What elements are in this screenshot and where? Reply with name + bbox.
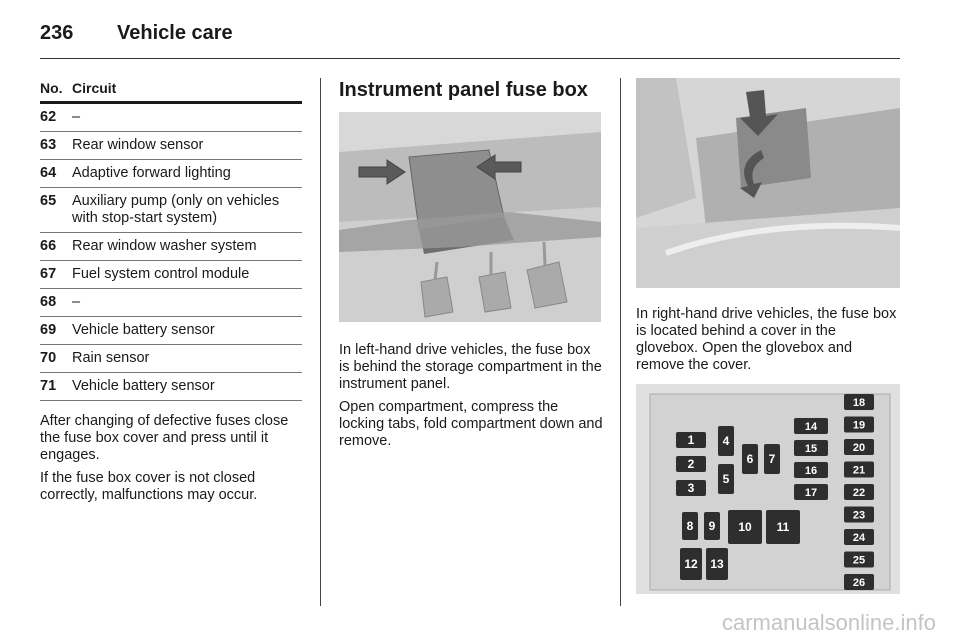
column-divider-2 bbox=[620, 78, 621, 606]
fuse-circuit: Adaptive forward lighting bbox=[72, 165, 231, 181]
fuse-slot bbox=[844, 417, 874, 433]
fuse-table-row bbox=[40, 160, 302, 188]
fuse-circuit: – bbox=[72, 109, 81, 125]
fuse-label: 15 bbox=[804, 442, 818, 455]
rhd-paragraph: In right-hand drive vehicles, the fuse box is located behind a cover in the glovebox. Open the glovebox and remove the cover. bbox=[636, 306, 897, 373]
fuse-slot bbox=[794, 418, 828, 434]
fuse-label: 3 bbox=[687, 481, 695, 496]
fuse-number: 71 bbox=[40, 378, 57, 394]
fuse-circuit: Rear window sensor bbox=[72, 137, 204, 153]
column-2 bbox=[339, 78, 603, 456]
fuse-table-row bbox=[40, 104, 302, 132]
fuse-table-row bbox=[40, 132, 302, 160]
fuse-table-row bbox=[40, 345, 302, 373]
fuse-slot bbox=[844, 529, 874, 545]
fuse-label: 19 bbox=[852, 419, 866, 432]
fuse-label: 1 bbox=[687, 433, 695, 448]
watermark: carmanualsonline.info bbox=[721, 610, 936, 635]
col1-text bbox=[40, 413, 302, 504]
fuse-slot bbox=[764, 444, 780, 474]
fuse-number: 66 bbox=[40, 238, 57, 254]
fuse-circuit: Fuel system control module bbox=[72, 266, 250, 282]
open-compartment-paragraph: Open compartment, compress the locking tabs, fold compartment down and remove. bbox=[339, 399, 603, 449]
fuse-label: 4 bbox=[722, 434, 730, 449]
fuse-circuit: Auxiliary pump (only on vehicles with stop-start system) bbox=[72, 193, 280, 226]
fuse-circuit: Rear window washer system bbox=[72, 238, 257, 254]
fuse-table-row bbox=[40, 188, 302, 233]
fuse-slot bbox=[676, 456, 706, 472]
fuse-label: 9 bbox=[708, 519, 716, 534]
fuse-label: 10 bbox=[738, 520, 752, 535]
fuse-label: 22 bbox=[852, 486, 866, 499]
fuse-slot bbox=[844, 462, 874, 478]
fuse-slot bbox=[794, 440, 828, 456]
fuse-table-row bbox=[40, 261, 302, 289]
glovebox-photo bbox=[636, 78, 900, 288]
fuse-label: 17 bbox=[804, 486, 818, 499]
page-header bbox=[40, 18, 900, 52]
fuse-slot bbox=[794, 484, 828, 500]
fuse-box-diagram bbox=[636, 384, 900, 594]
fuse-number: 65 bbox=[40, 193, 57, 209]
col-header-circuit: Circuit bbox=[72, 80, 117, 96]
fuse-slot bbox=[676, 480, 706, 496]
fuse-label: 16 bbox=[804, 464, 818, 477]
fuse-table-body bbox=[40, 104, 302, 401]
malfunction-paragraph: If the fuse box cover is not closed correctly, malfunctions may occur. bbox=[40, 470, 258, 503]
fuse-slot bbox=[742, 444, 758, 474]
column-3 bbox=[636, 78, 900, 594]
fuse-slot bbox=[844, 574, 874, 590]
fuse-number: 63 bbox=[40, 137, 57, 153]
column-divider-1 bbox=[320, 78, 321, 606]
fuse-table-row bbox=[40, 317, 302, 345]
fuse-number: 69 bbox=[40, 322, 57, 338]
fuse-slot bbox=[844, 394, 874, 410]
fuse-table-row bbox=[40, 373, 302, 401]
fuse-label: 18 bbox=[852, 396, 866, 409]
fuse-table-row bbox=[40, 233, 302, 261]
storage-compartment-photo bbox=[339, 112, 601, 322]
fuse-label: 5 bbox=[722, 472, 730, 487]
fuse-circuit: Vehicle battery sensor bbox=[72, 322, 215, 338]
fuse-label: 25 bbox=[852, 554, 866, 567]
fuse-label: 8 bbox=[686, 519, 694, 534]
fuse-label: 12 bbox=[684, 557, 698, 572]
fuse-label: 6 bbox=[746, 452, 754, 467]
fuse-slot bbox=[676, 432, 706, 448]
fuse-slot bbox=[718, 464, 734, 494]
fuse-number: 64 bbox=[40, 165, 57, 181]
fuse-circuit: Rain sensor bbox=[72, 350, 150, 366]
fuse-number: 68 bbox=[40, 294, 57, 310]
fuse-slot bbox=[680, 548, 702, 580]
header-rule bbox=[40, 58, 900, 59]
fuse-label: 23 bbox=[852, 509, 866, 522]
fuse-table-row bbox=[40, 289, 302, 317]
fuse-slot bbox=[718, 426, 734, 456]
fuse-number: 62 bbox=[40, 109, 57, 125]
fuse-label: 2 bbox=[687, 457, 695, 472]
fuse-label: 26 bbox=[852, 576, 866, 589]
page-number: 236 bbox=[40, 22, 74, 44]
fuse-cover-paragraph: After changing of defective fuses close the fuse box cover and press until it engages. bbox=[40, 413, 289, 463]
col-header-no: No. bbox=[40, 80, 63, 96]
fuse-number: 70 bbox=[40, 350, 57, 366]
fuse-slot bbox=[844, 439, 874, 455]
fuse-label: 21 bbox=[852, 464, 866, 477]
fuse-number: 67 bbox=[40, 266, 57, 282]
fuse-slot bbox=[794, 462, 828, 478]
fuse-slot bbox=[704, 512, 720, 540]
fuse-label: 13 bbox=[710, 557, 724, 572]
lhd-paragraph: In left-hand drive vehicles, the fuse box is behind the storage compartment in the instrument panel. bbox=[339, 342, 602, 392]
fuse-slot bbox=[766, 510, 800, 544]
fuse-slot bbox=[682, 512, 698, 540]
fuse-slot bbox=[728, 510, 762, 544]
column-1 bbox=[40, 80, 302, 510]
fuse-slot bbox=[844, 484, 874, 500]
fuse-label: 24 bbox=[852, 531, 866, 544]
fuse-label: 11 bbox=[776, 520, 790, 535]
fuse-slot bbox=[706, 548, 728, 580]
fuse-label: 14 bbox=[804, 420, 818, 433]
fuse-slot bbox=[844, 507, 874, 523]
fuse-label: 7 bbox=[768, 452, 776, 467]
fuse-circuit: Vehicle battery sensor bbox=[72, 378, 215, 394]
instrument-panel-title: Instrument panel fuse box bbox=[339, 79, 588, 101]
fuse-slot bbox=[844, 552, 874, 568]
section-title: Vehicle care bbox=[117, 22, 233, 44]
fuse-circuit: – bbox=[72, 294, 81, 310]
fuse-label: 20 bbox=[852, 441, 866, 454]
fuse-table-header bbox=[40, 80, 302, 104]
